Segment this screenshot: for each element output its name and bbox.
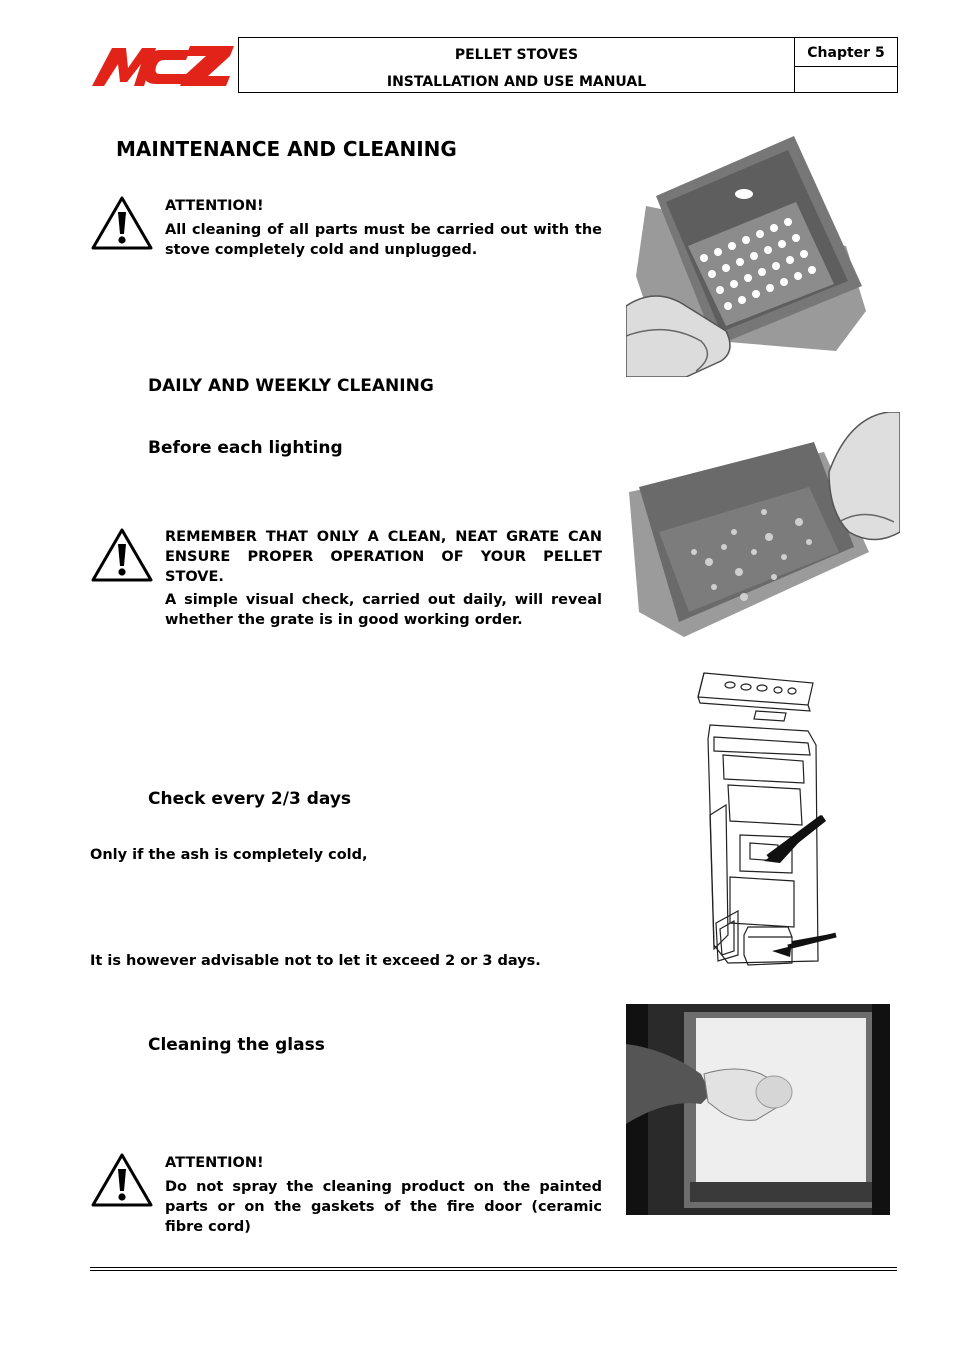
stove-diagram	[668, 665, 838, 967]
dirty-grate-photo	[624, 412, 900, 640]
header-title-line1: PELLET STOVES	[454, 47, 579, 63]
visual-check-text: A simple visual check, carried out daily, will reveal whether the grate is in good working order.	[165, 592, 602, 628]
section-daily-heading: DAILY AND WEEKLY CLEANING	[148, 376, 434, 396]
header-title-line2: INSTALLATION AND USE MANUAL	[386, 74, 647, 90]
advice-text: It is however advisable not to let it exceed 2 or 3 days.	[90, 953, 541, 969]
attention1-heading: ATTENTION!	[165, 198, 264, 214]
section-before-heading: Before each lighting	[148, 438, 343, 458]
footer-rule	[90, 1270, 897, 1271]
attention2-heading: ATTENTION!	[165, 1155, 264, 1171]
section-glass-heading: Cleaning the glass	[148, 1035, 325, 1055]
header-box	[238, 37, 898, 93]
remember-text: REMEMBER THAT ONLY A CLEAN, NEAT GRATE CAN ENSURE PROPER OPERATION OF YOUR PELLET STOVE.	[165, 529, 602, 585]
warning-icon	[90, 1152, 154, 1208]
glass-cleaning-photo	[626, 1004, 890, 1215]
header-title	[239, 38, 795, 92]
page-title: MAINTENANCE AND CLEANING	[116, 137, 457, 161]
attention1-text: All cleaning of all parts must be carried out with the stove completely cold and unplugged.	[165, 222, 602, 258]
section-check-heading: Check every 2/3 days	[148, 789, 352, 809]
ash-cold-text: Only if the ash is completely cold,	[90, 847, 368, 863]
warning-icon	[90, 527, 154, 583]
mcz-logo	[90, 40, 236, 88]
footer-rule	[90, 1267, 897, 1268]
warning-icon	[90, 195, 154, 251]
grate-photo	[626, 136, 874, 377]
chapter-label: Chapter 5	[795, 38, 897, 67]
attention2-text: Do not spray the cleaning product on the painted parts or on the gaskets of the fire door (ceramic fibre cord)	[165, 1179, 602, 1235]
